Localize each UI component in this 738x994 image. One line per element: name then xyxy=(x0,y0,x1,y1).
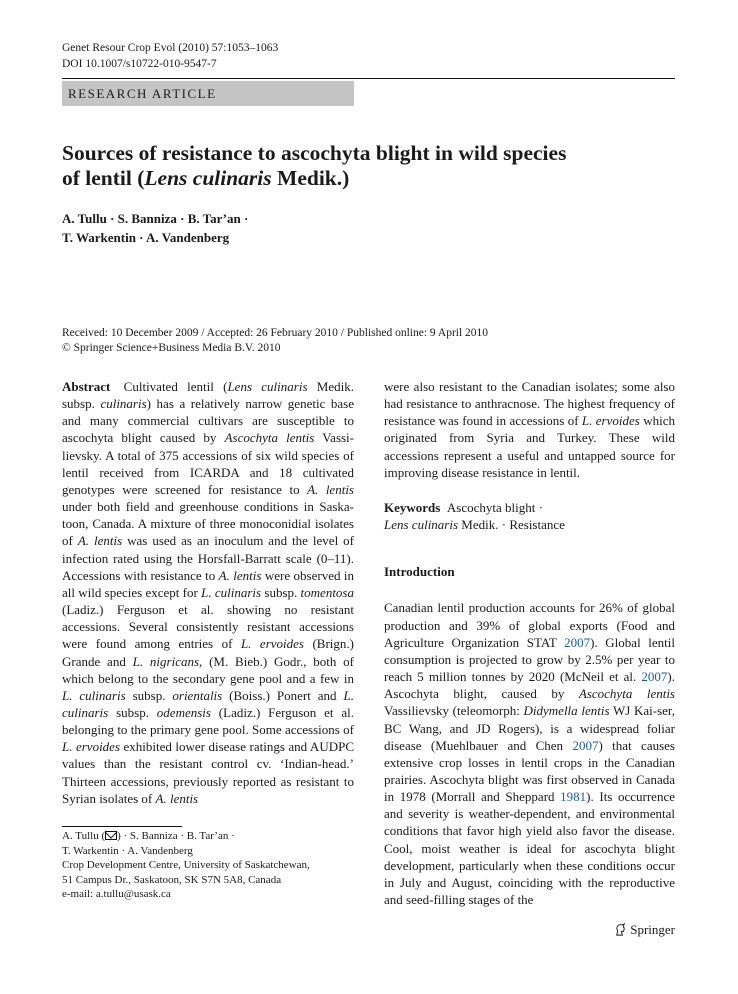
footnote-address: 51 Campus Dr., Saskatoon, SK S7N 5A8, Canada xyxy=(62,873,282,886)
abstract-column-left xyxy=(62,378,355,806)
citation-link[interactable]: 2007 xyxy=(641,669,668,685)
authors-line-2: T. Warkentin · A. Vandenberg xyxy=(62,230,230,245)
paper-title xyxy=(62,141,622,191)
publisher-name: Springer xyxy=(630,922,675,937)
introduction-paragraph: Canadian lentil production accounts for 26% of global production and 39% of global exports (Food and Agriculture Organization STAT 2007). Global lentil consumption is projected to grow by 2.5% per year to reach 5 million tonnes by 2020 (McNeil et al. 2007). Ascochyta blight, caused by Ascochyta lentis Vassilievsky (teleomorph: Didymella lentis WJ Kai-ser, BC Wang, and JD Rogers), is a widespread foliar disease (Muehlbauer and Chen 2007) that causes extensive crop losses in lentil crops in the Canadian prairies. Ascochyta blight was first observed in Canada in 1978 (Morrall and Sheppard 1981). Its occurrence and severity is weather-dependent, and environmental conditions that favor high yield also favor the disease. Cool, moist weather is ideal for ascochyta blight development, particularly when these conditions occur in July and August, coinciding with the reproductive and seed-filling stages of the xyxy=(384,600,675,908)
copyright-line: © Springer Science+Business Media B.V. 2010 xyxy=(62,342,281,354)
header-rule xyxy=(62,78,675,79)
title-line-2 xyxy=(62,166,622,191)
springer-horse-icon xyxy=(614,923,627,937)
journal-line: Genet Resour Crop Evol (2010) 57:1053–1063 xyxy=(62,42,279,54)
abstract-paragraph: Abstract Cultivated lentil (Lens culinaris Medik. subsp. culinaris) has a relatively narrow genetic base and many commercial cultivars are susceptible to ascochyta blight caused by Ascochyta lentis Vassi-lievsky. A total of 375 accessions of six wild species of lentil received from ICARDA and 18 cultivated genotypes were screened for resistance to A. lentis under both field and greenhouse conditions in Saska-toon, Canada. A mixture of three monoconidial isolates of A. lentis was used as an inoculum and the level of infection rated using the Horsfall-Barratt scale (0–11). Accessions with resistance to A. lentis were observed in all wild species except for L. culinaris subsp. tomentosa (Ladiz.) Ferguson et al. showing no resistant accessions. Several consistently resistant accessions were found among entries of L. ervoides (Brign.) Grande and L. nigricans, (M. Bieb.) Godr., both of which belong to the secondary gene pool and a few in L. culinaris subsp. orientalis (Boiss.) Ponert and L. culinaris subsp. odemensis (Ladiz.) Ferguson et al. belonging to the primary gene pool. Some accessions of L. ervoides exhibited lower disease ratings and AUDPC values than the resistant control cv. ‘Indian-head.’ Thirteen accessions, previously reported as resistant to Syrian isolates of A. lentis xyxy=(62,379,355,806)
author-footnote xyxy=(62,829,354,902)
article-type-band xyxy=(62,81,354,106)
abstract-heading: Abstract xyxy=(62,379,111,394)
title-species: Lens culinaris xyxy=(144,166,272,190)
doi-line[interactable]: DOI 10.1007/s10722-010-9547-7 xyxy=(62,58,217,70)
dates-line: Received: 10 December 2009 / Accepted: 26 February 2010 / Published online: 9 April 2010 xyxy=(62,327,489,339)
footnote-affiliation: Crop Development Centre, University of Saskatchewan, xyxy=(62,859,310,871)
footnote-email[interactable]: e-mail: a.tullu@usask.ca xyxy=(62,888,171,900)
introduction-heading: Introduction xyxy=(384,564,455,580)
springer-logo xyxy=(614,922,675,938)
footnote-line-1: A. Tullu ( ) · S. Banniza · B. Tar’an · xyxy=(62,830,235,842)
footnote-rule xyxy=(62,826,182,827)
citation-link[interactable]: 1981 xyxy=(560,789,587,805)
citation-link[interactable]: 2007 xyxy=(564,634,591,650)
article-type-label: RESEARCH ARTICLE xyxy=(68,86,217,101)
publication-dates xyxy=(62,326,675,356)
footnote-line-2: T. Warkentin · A. Vandenberg xyxy=(62,844,193,857)
keywords-heading: Keywords xyxy=(384,499,441,515)
authors-line-1: A. Tullu · S. Banniza · B. Tar’an · xyxy=(62,211,249,226)
title-line-1: Sources of resistance to ascochyta blight in wild species xyxy=(62,141,567,165)
citation-link[interactable]: 2007 xyxy=(572,737,599,753)
title-line-2-post: Medik.) xyxy=(271,166,350,190)
keywords: Keywords Ascochyta blight · Lens culinaris Medik. · Resistance xyxy=(384,499,565,533)
right-column xyxy=(384,378,675,908)
author-list xyxy=(62,209,462,247)
abstract-continued: were also resistant to the Canadian isolates; some also had resistance to anthracnose. The highest frequency of resistance was found in accessions of L. ervoides which originated from Syria and Turkey. These wild accessions represent a useful and untapped source for improving disease resistance in lentil. xyxy=(384,379,675,480)
journal-citation xyxy=(62,40,278,72)
email-envelope-icon xyxy=(105,831,117,840)
title-line-2-pre: of lentil ( xyxy=(62,166,145,190)
